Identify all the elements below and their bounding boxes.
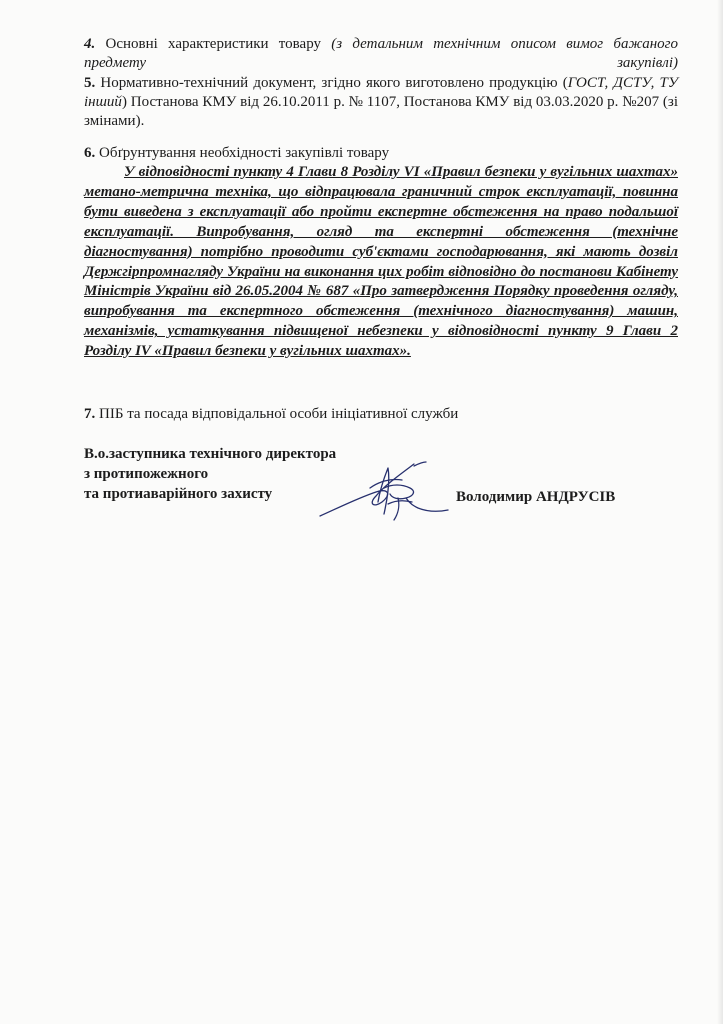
signatory-title <box>84 444 336 504</box>
section-5-text-before: Нормативно-технічний документ, згідно якого виготовлено продукцію ( <box>100 75 568 91</box>
section-6-heading: Обґрунтування необхідності закупівлі товару <box>99 145 390 161</box>
section-4-note: (з детальним технічним описом вимог бажаного предмету закупівлі) <box>84 36 679 71</box>
section-4 <box>84 35 678 73</box>
section-5-italic: ГОСТ, ДСТУ, ТУ інший <box>84 75 678 110</box>
section-5-number: 5. <box>84 75 96 91</box>
section-6-heading-line <box>84 144 678 163</box>
signatory-title-line-1: В.о.заступника технічного директора <box>84 446 337 462</box>
section-5-text-after: ) Постанова КМУ від 26.10.2011 р. № 1107, Постанова КМУ від 03.03.2020 р. №207 (зі змінами). <box>84 94 678 129</box>
signatory-name: Володимир АНДРУСІВ <box>456 489 616 505</box>
section-5 <box>84 74 678 131</box>
section-7-number: 7. <box>84 406 96 422</box>
section-7 <box>84 405 678 424</box>
section-4-text: Основні характеристики товару <box>105 36 321 52</box>
section-6-body-text: У відповідності пункту 4 Глави 8 Розділу VI «Правил безпеки у вугільних шахтах» метано-метрична техніка, що відпрацювала граничний строк експлуатації, повинна бути виведена з експлуатації або пройти експертне обстеження на право подальшої експлуатації. Випробування, огляд та експертні обстеження (технічне діагностування) потрібно проводити суб'єктами господарювання, які мають дозвіл Держгірпромнагляду України на виконання цих робіт відповідно до постанови Кабінету Міністрів України від 26.05.2004 № 687 «Про затвердження Порядку проведення огляду, випробування та експертного обстеження (технічного діагностування) машин, механізмів, устаткування підвищеної небезпеки у відповідності пункту 9 Глави 2 Розділу IV «Правил безпеки у вугільних шахтах». <box>84 164 678 360</box>
handwritten-signature <box>318 458 450 524</box>
signatory-title-line-2: з протипожежного <box>84 466 209 482</box>
signatory-title-line-3: та протиаварійного захисту <box>84 486 273 502</box>
section-7-text: ПІБ та посада відповідальної особи ініціативної служби <box>99 406 459 422</box>
section-4-number: 4. <box>84 36 96 52</box>
section-6-number: 6. <box>84 145 96 161</box>
section-6-body <box>84 163 678 362</box>
scan-edge-shadow <box>717 0 723 1024</box>
